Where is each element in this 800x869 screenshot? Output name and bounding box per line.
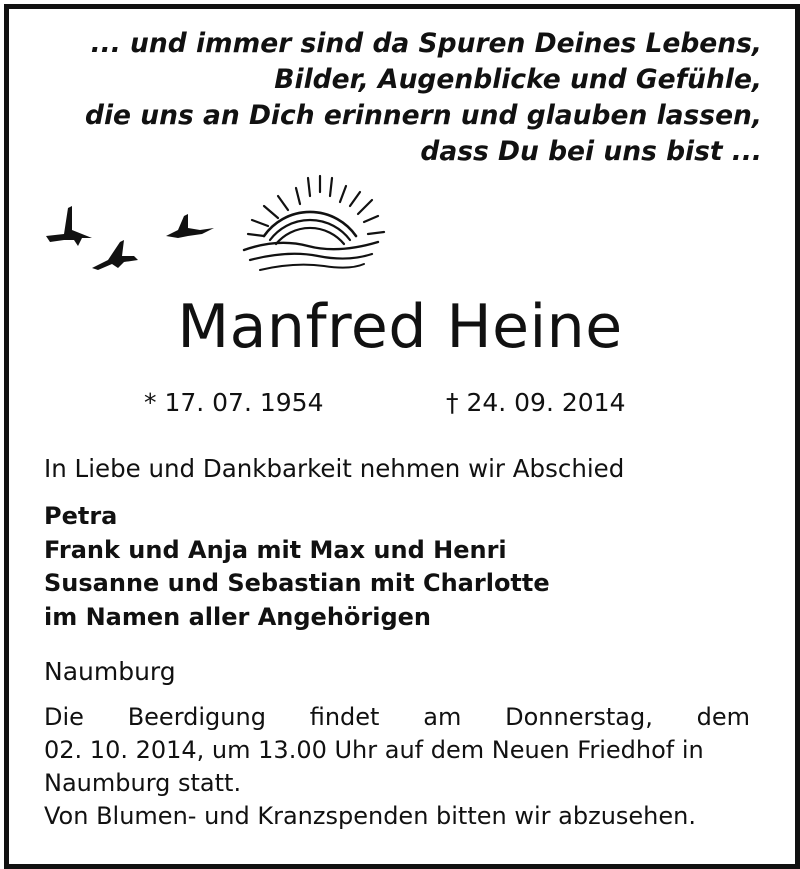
birds-icon (46, 206, 214, 270)
quote-line: ... und immer sind da Spuren Deines Lebens, (90, 28, 762, 59)
quote-line: Bilder, Augenblicke und Gefühle, (274, 64, 762, 95)
notice-line-1 (44, 701, 750, 734)
mourner-line: Petra (44, 502, 118, 530)
mourner-line: Frank und Anja mit Max und Henri (44, 535, 507, 564)
sunset-with-flying-birds-icon (38, 170, 398, 280)
notice-word: findet (309, 703, 380, 731)
birth-date: * 17. 07. 1954 (144, 388, 324, 417)
mourner-line: im Namen aller Angehörigen (44, 602, 432, 631)
mourner-line: Susanne und Sebastian mit Charlotte (44, 569, 550, 597)
place-name: Naumburg (44, 657, 176, 686)
farewell-text: In Liebe und Dankbarkeit nehmen wir Abschied (44, 454, 625, 483)
deceased-name: Manfred Heine (177, 292, 623, 362)
hills-icon (244, 242, 378, 270)
notice-word: dem (696, 703, 750, 731)
notice-word: Die (44, 703, 84, 731)
notice-line-3: Naumburg statt. (44, 769, 242, 797)
funeral-notice (44, 701, 750, 833)
mourners-list (44, 500, 550, 634)
quote-line: die uns an Dich erinnern und glauben lassen, (84, 100, 762, 131)
notice-line-4: Von Blumen- und Kranzspenden bitten wir abzusehen. (44, 802, 696, 830)
notice-word: Donnerstag, (505, 703, 653, 731)
sun-icon (248, 176, 384, 244)
quote-line: dass Du bei uns bist ... (420, 136, 762, 167)
notice-word: am (423, 703, 462, 731)
memorial-quote (85, 26, 762, 170)
death-date: † 24. 09. 2014 (446, 388, 626, 417)
notice-line-2: 02. 10. 2014, um 13.00 Uhr auf dem Neuen Friedhof in (44, 736, 704, 764)
notice-word: Beerdigung (127, 703, 266, 731)
